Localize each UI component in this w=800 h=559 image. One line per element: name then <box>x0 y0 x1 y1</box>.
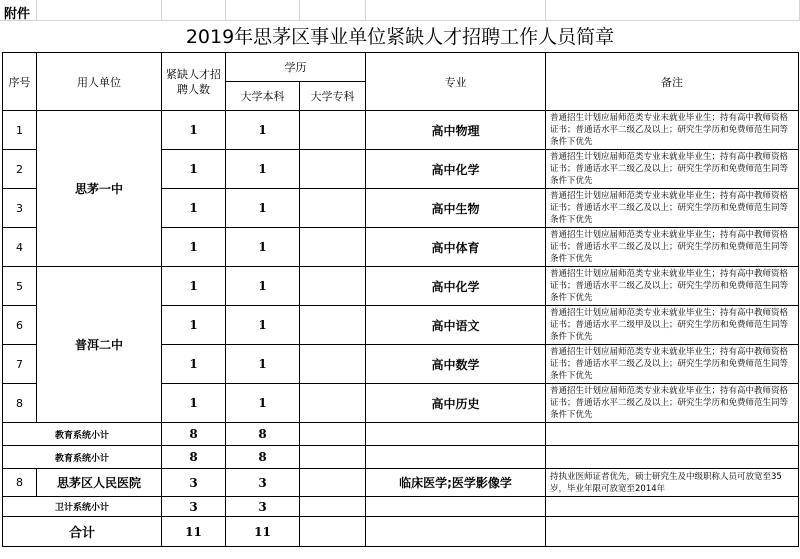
subtotal-label: 卫计系统小计 <box>3 497 162 517</box>
attachment-label: 附件 <box>4 7 31 22</box>
remark-cell: 普通招生计划应届师范类专业未就业毕业生；持有高中教师资格证书；普通话水平二级乙及以上；研究生学历和免费师范生同等条件下优先 <box>546 345 799 384</box>
demand-cell: 1 <box>162 150 226 189</box>
remark-cell: 普通招生计划应届师范类专业未就业毕业生；持有高中教师资格证书；普通话水平二级乙及以上；研究生学历和免费师范生同等条件下优先 <box>546 189 799 228</box>
junior-cell <box>300 111 366 150</box>
bachelor-cell: 1 <box>226 189 300 228</box>
sheet-grid-top <box>0 0 800 22</box>
seq-cell: 3 <box>3 189 37 228</box>
table-row <box>3 469 799 497</box>
seq-cell: 8 <box>3 384 37 423</box>
major-cell: 高中化学 <box>366 267 546 306</box>
grid-cell <box>365 0 546 21</box>
remark-cell: 普通招生计划应届师范类专业未就业毕业生；持有高中教师资格证书；普通话水平二级乙及以上；研究生学历和免费师范生同等条件下优先 <box>546 267 799 306</box>
header-unit: 用人单位 <box>37 53 162 111</box>
junior-cell <box>300 189 366 228</box>
demand-cell: 1 <box>162 267 226 306</box>
subtotal-label: 教育系统小计 <box>3 423 162 446</box>
grid-cell <box>225 0 300 21</box>
subtotal-label: 教育系统小计 <box>3 446 162 469</box>
subtotal-bachelor: 8 <box>226 423 300 446</box>
header-junior-college: 大学专科 <box>300 82 366 111</box>
demand-cell: 1 <box>162 345 226 384</box>
grid-cell <box>161 0 226 21</box>
demand-cell: 1 <box>162 306 226 345</box>
demand-cell: 3 <box>162 469 226 497</box>
major-cell: 高中体育 <box>366 228 546 267</box>
empty-cell <box>546 517 799 547</box>
junior-cell <box>300 469 366 497</box>
subtotal-demand: 8 <box>162 446 226 469</box>
bachelor-cell: 1 <box>226 111 300 150</box>
unit-cell: 思茅区人民医院 <box>37 469 162 497</box>
bachelor-cell: 1 <box>226 306 300 345</box>
bachelor-cell: 1 <box>226 150 300 189</box>
remark-cell: 普通招生计划应届师范类专业未就业毕业生；持有高中教师资格证书；普通话水平二级乙及以上；研究生学历和免费师范生同等条件下优先 <box>546 150 799 189</box>
major-cell: 临床医学;医学影像学 <box>366 469 546 497</box>
demand-cell: 1 <box>162 228 226 267</box>
header-education: 学历 <box>226 53 366 82</box>
subtotal-row <box>3 423 799 446</box>
remark-cell: 普通招生计划应届师范类专业未就业毕业生；持有高中教师资格证书；普通话水平二级乙及以上；研究生学历和免费师范生同等条件下优先 <box>546 111 799 150</box>
major-cell: 高中化学 <box>366 150 546 189</box>
seq-cell: 1 <box>3 111 37 150</box>
header-seq: 序号 <box>3 53 37 111</box>
header-major: 专业 <box>366 53 546 111</box>
major-cell: 高中物理 <box>366 111 546 150</box>
junior-cell <box>300 345 366 384</box>
empty-cell <box>366 517 546 547</box>
seq-cell: 4 <box>3 228 37 267</box>
empty-cell <box>546 497 799 517</box>
page-title: 2019年思茅区事业单位紧缺人才招聘工作人员简章 <box>185 26 615 48</box>
demand-cell: 1 <box>162 384 226 423</box>
empty-cell <box>546 423 799 446</box>
bachelor-cell: 1 <box>226 267 300 306</box>
grand-total-label: 合计 <box>3 517 162 547</box>
junior-cell <box>300 228 366 267</box>
grand-total-row <box>3 517 799 547</box>
seq-cell: 5 <box>3 267 37 306</box>
seq-cell: 6 <box>3 306 37 345</box>
bachelor-cell: 3 <box>226 469 300 497</box>
subtotal-bachelor: 3 <box>226 497 300 517</box>
remark-cell: 普通招生计划应届师范类专业未就业毕业生；持有高中教师资格证书；普通话水平二级甲及以上；研究生学历和免费师范生同等条件下优先 <box>546 306 799 345</box>
junior-cell <box>300 306 366 345</box>
major-cell: 高中历史 <box>366 384 546 423</box>
junior-cell <box>300 267 366 306</box>
empty-cell <box>300 446 366 469</box>
junior-cell <box>300 384 366 423</box>
remark-cell: 持执业医师证者优先，硕士研究生及中级职称人员可放宽至35岁，毕业年限可放宽至2014年 <box>546 469 799 497</box>
demand-cell: 1 <box>162 189 226 228</box>
header-bachelor: 大学本科 <box>226 82 300 111</box>
header-remarks: 备注 <box>546 53 799 111</box>
seq-cell: 7 <box>3 345 37 384</box>
empty-cell <box>366 423 546 446</box>
subtotal-row <box>3 446 799 469</box>
header-demand: 紧缺人才招聘人数 <box>162 53 226 111</box>
demand-cell: 1 <box>162 111 226 150</box>
table-row <box>3 267 799 306</box>
major-cell: 高中数学 <box>366 345 546 384</box>
seq-cell: 8 <box>3 469 37 497</box>
empty-cell <box>546 446 799 469</box>
grid-cell <box>545 0 800 21</box>
empty-cell <box>366 446 546 469</box>
recruitment-table <box>2 52 799 547</box>
subtotal-bachelor: 8 <box>226 446 300 469</box>
grand-total-demand: 11 <box>162 517 226 547</box>
empty-cell <box>300 497 366 517</box>
major-cell: 高中语文 <box>366 306 546 345</box>
unit-cell: 普洱二中 <box>37 267 162 423</box>
bachelor-cell: 1 <box>226 345 300 384</box>
major-cell: 高中生物 <box>366 189 546 228</box>
unit-cell: 思茅一中 <box>37 111 162 267</box>
grand-total-bachelor: 11 <box>226 517 300 547</box>
table-row <box>3 111 799 150</box>
remark-cell: 普通招生计划应届师范类专业未就业毕业生；持有高中教师资格证书；普通话水平二级乙及以上；研究生学历和免费师范生同等条件下优先 <box>546 228 799 267</box>
subtotal-demand: 3 <box>162 497 226 517</box>
bachelor-cell: 1 <box>226 384 300 423</box>
grid-cell <box>36 0 162 21</box>
subtotal-demand: 8 <box>162 423 226 446</box>
empty-cell <box>300 423 366 446</box>
remark-cell: 普通招生计划应届师范类专业未就业毕业生；持有高中教师资格证书；普通话水平二级乙及以上；研究生学历和免费师范生同等条件下优先 <box>546 384 799 423</box>
seq-cell: 2 <box>3 150 37 189</box>
bachelor-cell: 1 <box>226 228 300 267</box>
header-row <box>3 53 799 82</box>
empty-cell <box>300 517 366 547</box>
subtotal-row <box>3 497 799 517</box>
empty-cell <box>366 497 546 517</box>
junior-cell <box>300 150 366 189</box>
grid-cell <box>299 0 366 21</box>
